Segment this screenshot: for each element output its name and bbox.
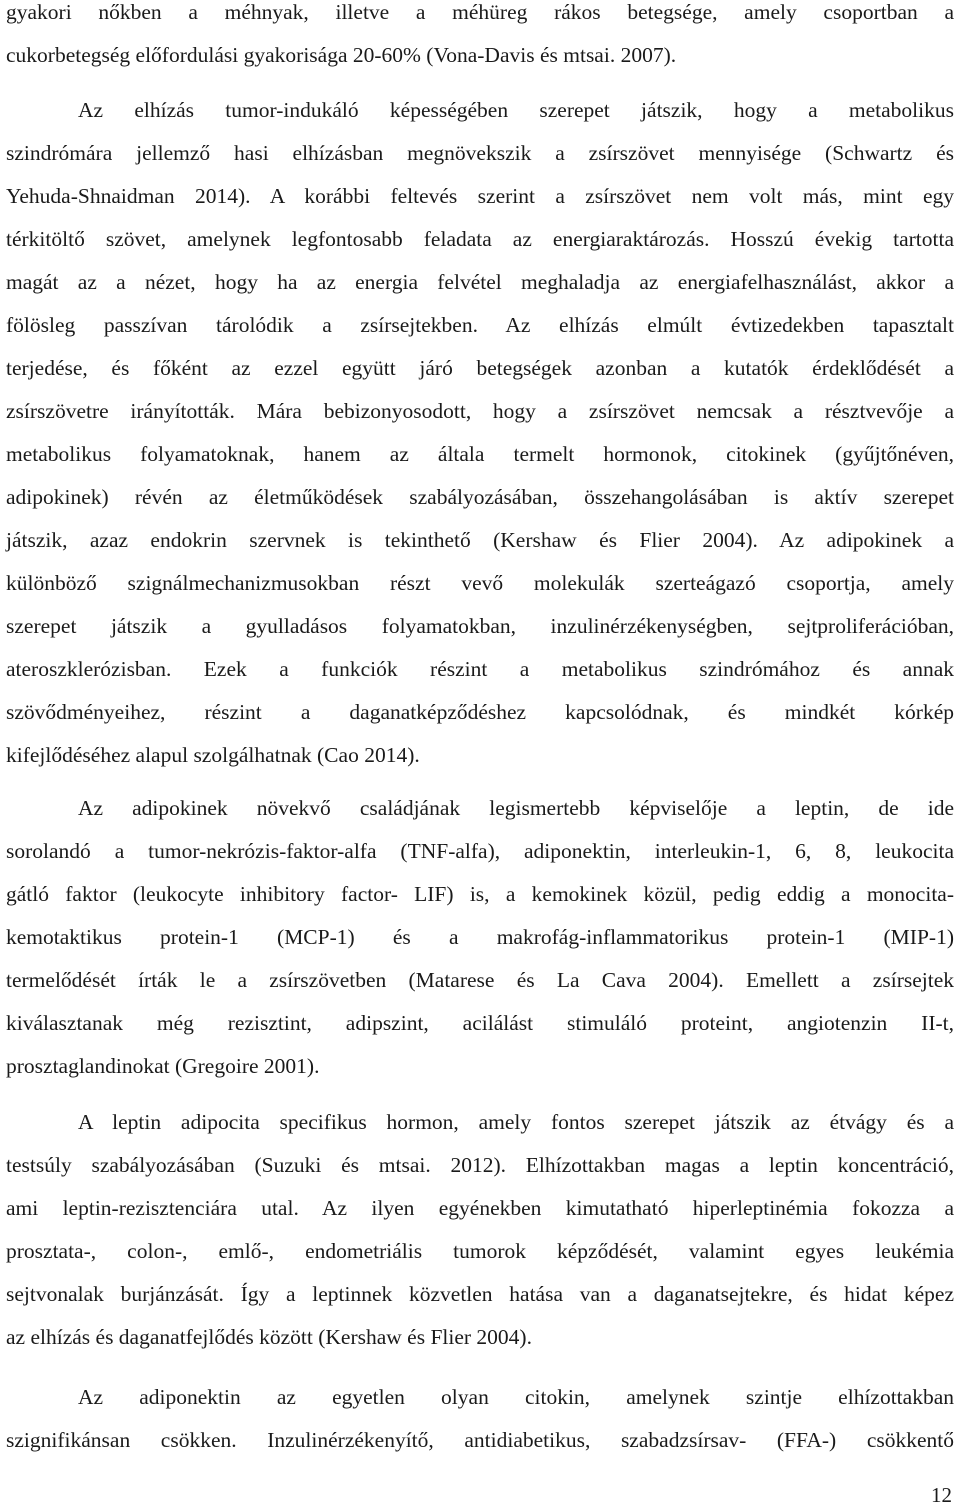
- text-line: az elhízás és daganatfejlődés között (Kershaw és Flier 2004).: [6, 1325, 532, 1349]
- text-line: cukorbetegség előfordulási gyakorisága 20-60% (Vona-Davis és mtsai. 2007).: [6, 43, 677, 67]
- text-line: fölösleg passzívan tárolódik a zsírsejtekben. Az elhízás elmúlt évtizedekben tapasztalt: [6, 313, 954, 337]
- text-line: Yehuda-Shnaidman 2014). A korábbi feltevés szerint a zsírszövet nem volt más, mint egy: [6, 184, 954, 208]
- text-line: ami leptin-rezisztenciára utal. Az ilyen egyénekben kimutatható hiperleptinémia fokozza a: [6, 1196, 954, 1220]
- text-line: prosztata-, colon-, emlő-, endometriális tumorok képződését, valamint egyes leukémia: [6, 1239, 954, 1263]
- text-line: kemotaktikus protein-1 (MCP-1) és a makrofág-inflammatorikus protein-1 (MIP-1): [6, 925, 954, 949]
- text-line: kifejlődéséhez alapul szolgálhatnak (Cao 2014).: [6, 743, 420, 767]
- text-line: zsírszövetre irányították. Mára bebizonyosodott, hogy a zsírszövet nemcsak a résztvevője a: [6, 399, 954, 423]
- text-line: ateroszklerózisban. Ezek a funkciók részint a metabolikus szindrómához és annak: [6, 657, 954, 681]
- text-line: szignifikánsan csökken. Inzulinérzékenyítő, antidiabetikus, szabadzsírsav- (FFA-) csökkentő: [6, 1428, 954, 1452]
- text-line: terjedése, és főként az ezzel együtt járó betegségek azonban a kutatók érdeklődését a: [6, 356, 954, 380]
- text-line: Az adiponektin az egyetlen olyan citokin, amelynek szintje elhízottakban: [78, 1385, 954, 1409]
- text-line: sejtvonalak burjánzását. Így a leptinnek közvetlen hatása van a daganatsejtekre, és hidat képez: [6, 1282, 954, 1306]
- text-line: játszik, azaz endokrin szervnek is tekinthető (Kershaw és Flier 2004). Az adipokinek a: [6, 528, 954, 552]
- text-line: szövődményeihez, részint a daganatképződéshez kapcsolódnak, és mindkét kórkép: [6, 700, 954, 724]
- page-number: 12: [931, 1483, 952, 1507]
- text-line: sorolandó a tumor-nekrózis-faktor-alfa (TNF-alfa), adiponektin, interleukin-1, 6, 8, leukocita: [6, 839, 954, 863]
- text-line: kiválasztanak még rezisztint, adipszint, acilálást stimuláló proteint, angiotenzin II-t,: [6, 1011, 954, 1035]
- text-line: Az adipokinek növekvő családjának legismertebb képviselője a leptin, de ide: [78, 796, 954, 820]
- text-line: gátló faktor (leukocyte inhibitory factor- LIF) is, a kemokinek közül, pedig eddig a monocita-: [6, 882, 954, 906]
- text-line: adipokinek) révén az életműködések szabályozásában, összehangolásában is aktív szerepet: [6, 485, 954, 509]
- text-line: termelődését írták le a zsírszövetben (Matarese és La Cava 2004). Emellett a zsírsejtek: [6, 968, 954, 992]
- text-line: A leptin adipocita specifikus hormon, amely fontos szerepet játszik az étvágy és a: [78, 1110, 954, 1134]
- text-line: prosztaglandinokat (Gregoire 2001).: [6, 1054, 320, 1078]
- text-line: gyakori nőkben a méhnyak, illetve a méhüreg rákos betegsége, amely csoportban a: [6, 0, 954, 24]
- text-line: metabolikus folyamatoknak, hanem az általa termelt hormonok, citokinek (gyűjtőnéven,: [6, 442, 954, 466]
- text-line: térkitöltő szövet, amelynek legfontosabb feladata az energiaraktározás. Hosszú évekig tartotta: [6, 227, 954, 251]
- text-line: szerepet játszik a gyulladásos folyamatokban, inzulinérzékenységben, sejtproliferációban,: [6, 614, 954, 638]
- text-line: Az elhízás tumor-indukáló képességében szerepet játszik, hogy a metabolikus: [78, 98, 954, 122]
- text-line: szindrómára jellemző hasi elhízásban megnövekszik a zsírszövet mennyisége (Schwartz és: [6, 141, 954, 165]
- text-line: magát az a nézet, hogy ha az energia felvétel meghaladja az energiafelhasználást, akkor a: [6, 270, 954, 294]
- text-line: testsúly szabályozásában (Suzuki és mtsai. 2012). Elhízottakban magas a leptin koncentráció,: [6, 1153, 954, 1177]
- text-line: különböző szignálmechanizmusokban részt vevő molekulák szerteágazó csoportja, amely: [6, 571, 954, 595]
